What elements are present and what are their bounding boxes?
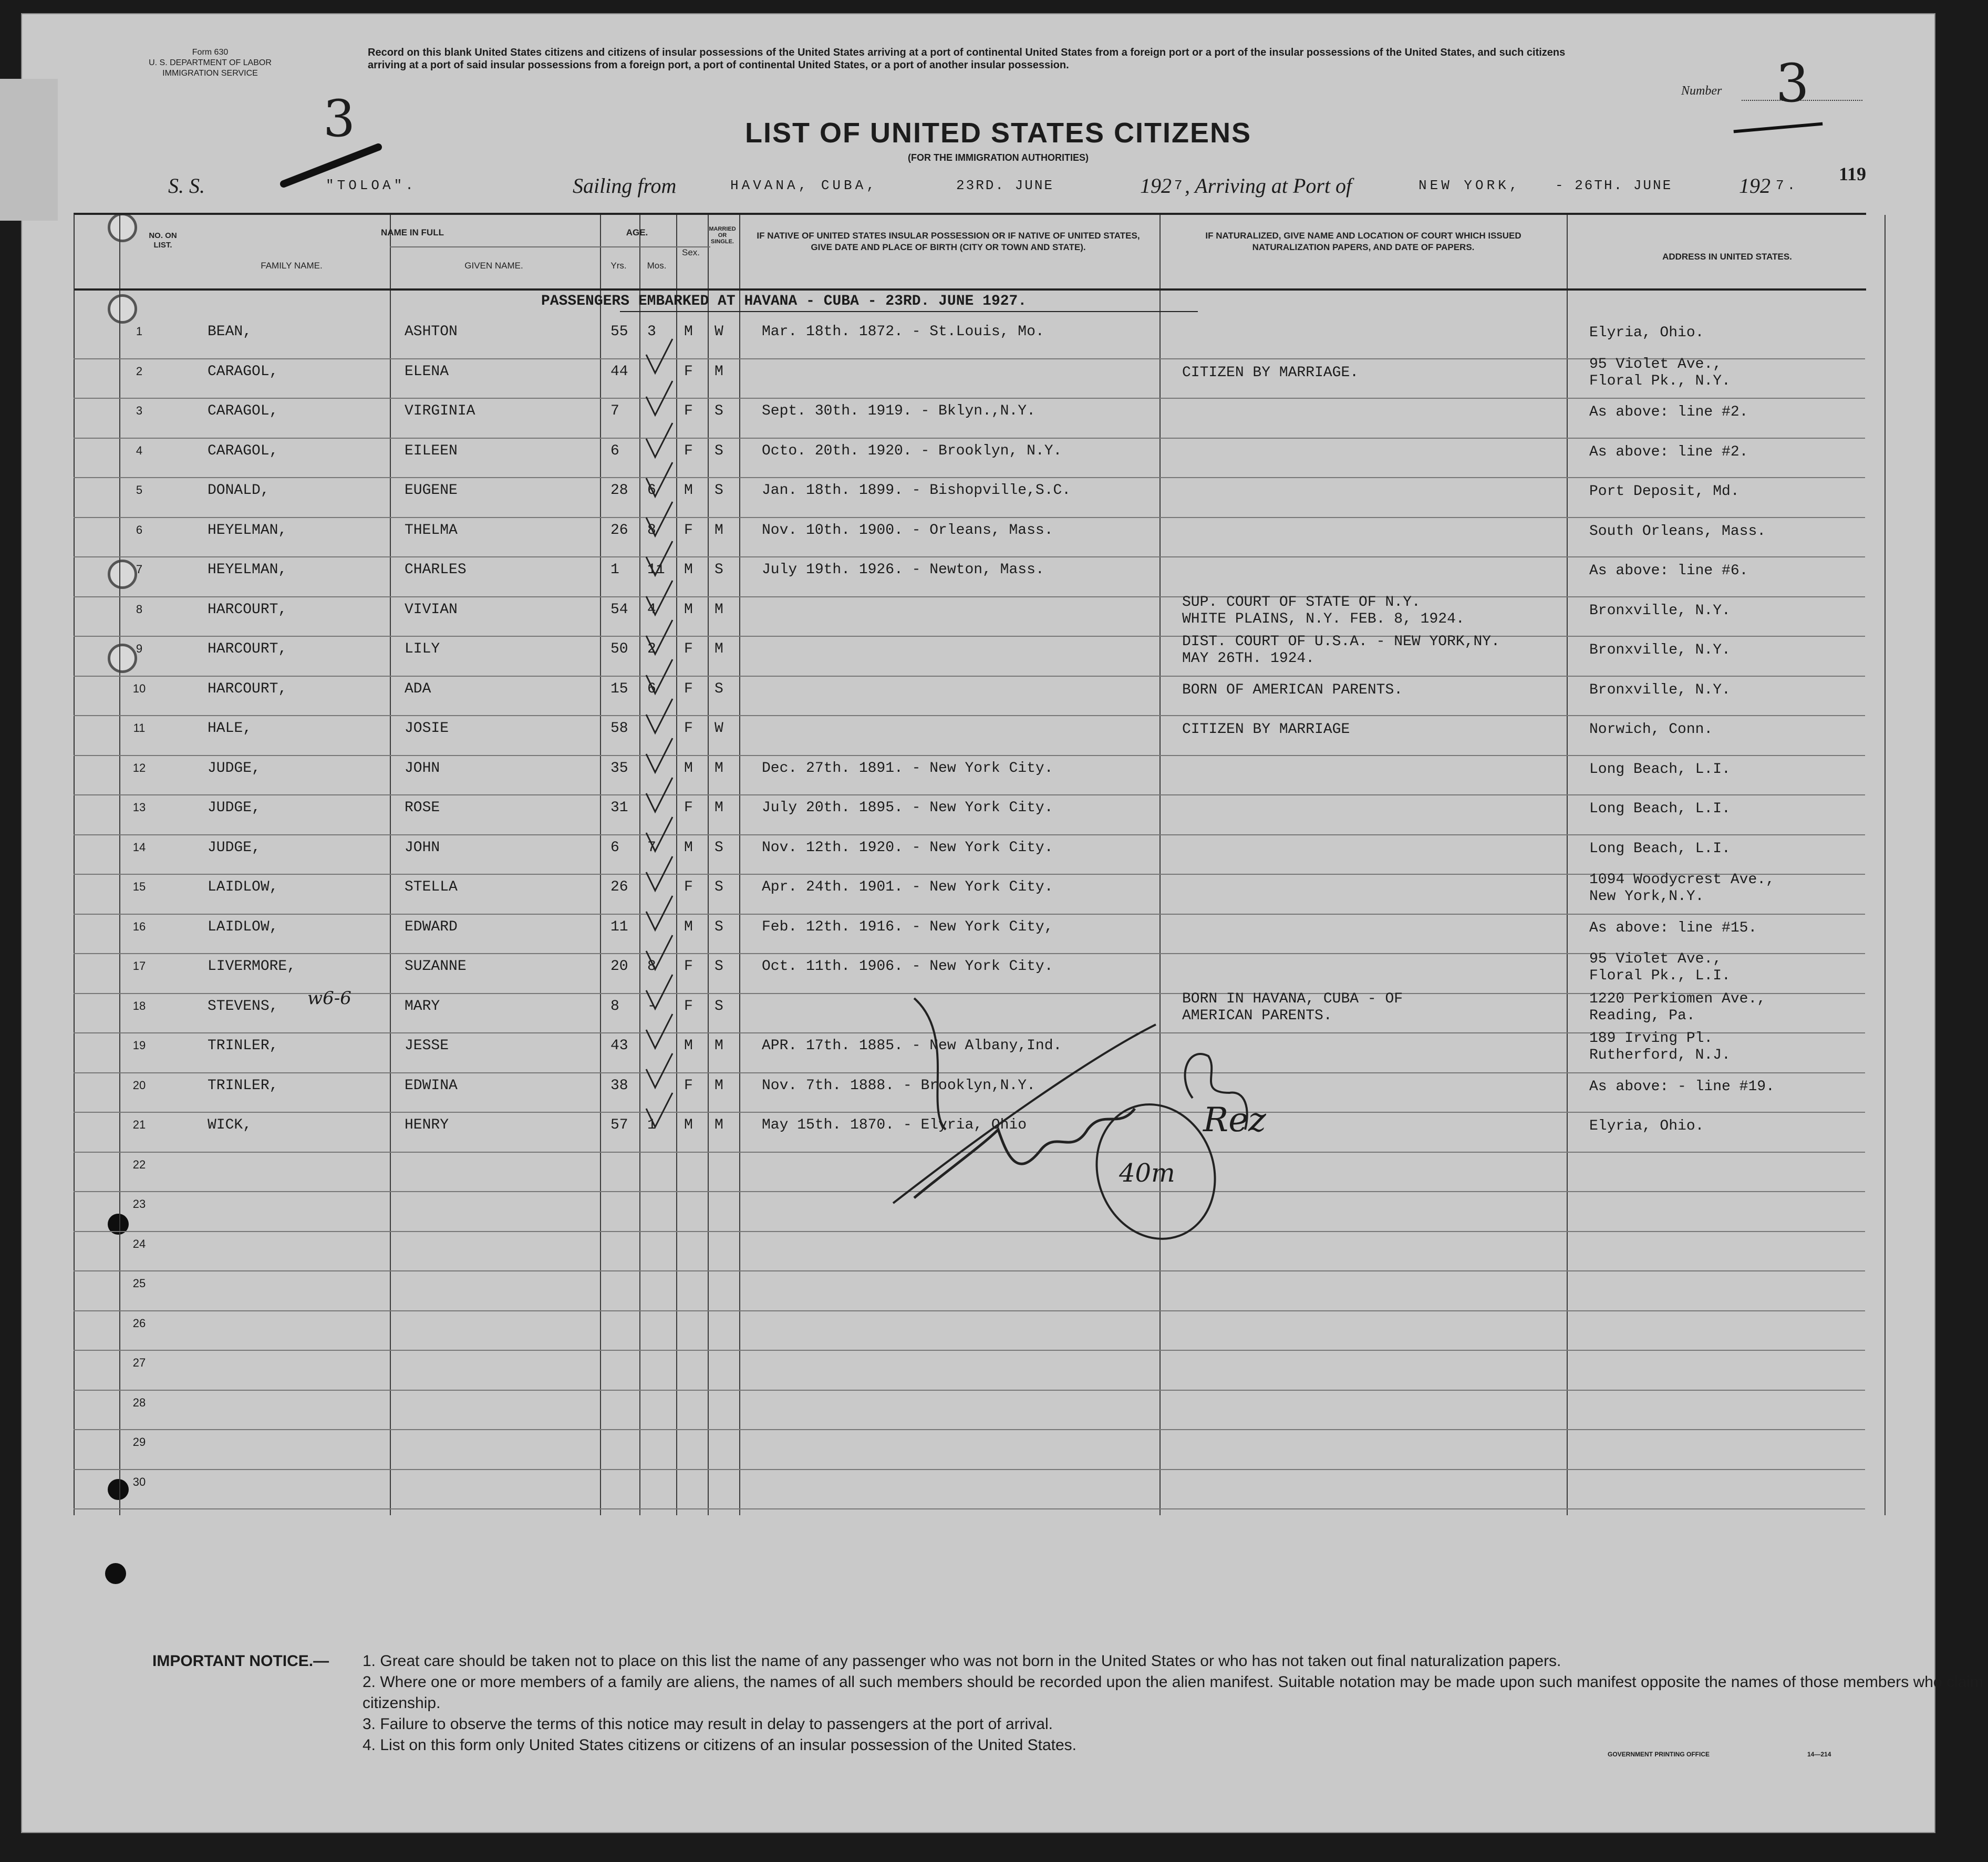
row-number: 1 xyxy=(136,325,143,338)
table-row xyxy=(0,679,1923,718)
table-row xyxy=(0,401,1923,440)
family-name: WICK, xyxy=(208,1117,252,1133)
tick-marks-column xyxy=(644,334,675,1137)
given-name: JESSE xyxy=(405,1038,449,1054)
embark-underline xyxy=(620,311,1198,312)
sex: F xyxy=(684,879,693,895)
row-rule xyxy=(74,636,1865,637)
row-number: 10 xyxy=(132,681,146,695)
age-months: 3 xyxy=(647,324,656,340)
birth-info: July 19th. 1926. - Newton, Mass. xyxy=(762,562,1044,578)
marital-status: S xyxy=(715,442,723,459)
age-years: 15 xyxy=(610,680,628,697)
sex: F xyxy=(684,442,693,459)
sex: F xyxy=(684,680,693,697)
address-line-2: Floral Pk., L.I. xyxy=(1589,968,1731,984)
marital-status: M xyxy=(715,1077,723,1094)
marital-status: M xyxy=(715,1038,723,1054)
age-years: 50 xyxy=(610,641,628,657)
list-title: LIST OF UNITED STATES CITIZENS xyxy=(745,117,1251,149)
sex: F xyxy=(684,641,693,657)
row-number: 6 xyxy=(136,523,143,536)
row-number: 25 xyxy=(132,1277,146,1290)
sex: F xyxy=(684,1077,693,1094)
sex: M xyxy=(684,918,693,935)
naturalization-line-2: AMERICAN PARENTS. xyxy=(1182,1007,1332,1024)
birth-info: Nov. 7th. 1888. - Brooklyn,N.Y. xyxy=(762,1077,1036,1094)
row-rule xyxy=(74,1469,1865,1470)
sex: F xyxy=(684,363,693,380)
given-name: VIRGINIA xyxy=(405,403,475,419)
table-row xyxy=(0,594,1923,639)
list-subtitle: (FOR THE IMMIGRATION AUTHORITIES) xyxy=(908,152,1089,163)
family-name: LIVERMORE, xyxy=(208,958,296,975)
address-line-2: Floral Pk., N.Y. xyxy=(1589,373,1731,389)
naturalization-line-1: BORN OF AMERICAN PARENTS. xyxy=(1182,681,1403,698)
marital-status: S xyxy=(715,879,723,895)
embark-note: PASSENGERS EMBARKED AT HAVANA - CUBA - 23RD. JUNE 1927. xyxy=(541,293,1027,309)
family-name: JUDGE, xyxy=(208,760,261,777)
row-number: 23 xyxy=(132,1197,146,1211)
marital-status: S xyxy=(715,839,723,856)
birth-info: Octo. 20th. 1920. - Brooklyn, N.Y. xyxy=(762,442,1062,459)
circled-annotation: 40m xyxy=(1119,1158,1175,1188)
sex: F xyxy=(684,958,693,975)
age-months: 8 xyxy=(647,522,656,539)
sex: M xyxy=(684,324,693,340)
naturalization-line-1: CITIZEN BY MARRIAGE. xyxy=(1182,364,1359,381)
birth-info: Feb. 12th. 1916. - New York City, xyxy=(762,918,1053,935)
notice-item-4: 4. List on this form only United States citizens or citizens of an insular possession of the United States. xyxy=(363,1736,1077,1754)
age-years: 26 xyxy=(610,522,628,539)
age-years: 35 xyxy=(610,760,628,777)
address-line-1: Bronxville, N.Y. xyxy=(1589,642,1731,658)
birth-info: Jan. 18th. 1899. - Bishopville,S.C. xyxy=(762,482,1071,499)
row-rule xyxy=(74,1390,1865,1391)
sailing-year-digit: 7 xyxy=(1174,178,1186,193)
address-line-1: Bronxville, N.Y. xyxy=(1589,602,1731,619)
header-sex: Sex. xyxy=(681,247,700,257)
row-number: 15 xyxy=(132,880,146,893)
given-name: ASHTON xyxy=(405,324,458,340)
sex: F xyxy=(684,522,693,539)
row-number: 28 xyxy=(132,1395,146,1409)
given-name: EDWARD xyxy=(405,918,458,935)
service-name: IMMIGRATION SERVICE xyxy=(162,69,258,78)
address-line-1: As above: line #15. xyxy=(1589,919,1757,936)
address-line-1: As above: line #2. xyxy=(1589,443,1748,460)
age-months: - xyxy=(647,998,656,1015)
marital-status: M xyxy=(715,601,723,618)
row-number: 11 xyxy=(133,721,146,735)
family-name: LAIDLOW, xyxy=(208,879,278,895)
address-line-1: 1094 Woodycrest Ave., xyxy=(1589,872,1775,888)
marital-status: M xyxy=(715,522,723,539)
sex: M xyxy=(684,1038,693,1054)
arriving-label: , Arriving at Port of xyxy=(1185,174,1352,198)
table-row xyxy=(0,1432,1923,1472)
row-number: 21 xyxy=(132,1118,146,1131)
row-rule xyxy=(74,1350,1865,1351)
marital-status: W xyxy=(715,324,723,340)
row-number: 18 xyxy=(132,999,146,1012)
voyage-line xyxy=(152,173,1886,200)
naturalization-line-1: SUP. COURT OF STATE OF N.Y. xyxy=(1182,594,1421,611)
table-row xyxy=(0,441,1923,480)
sex: F xyxy=(684,998,693,1015)
header-given-name: GIVEN NAME. xyxy=(464,261,523,271)
given-name: HENRY xyxy=(405,1117,449,1133)
naturalization-line-1: CITIZEN BY MARRIAGE xyxy=(1182,721,1350,738)
birth-info: July 20th. 1895. - New York City. xyxy=(762,800,1053,816)
given-name: ADA xyxy=(405,680,431,697)
address-line-1: Long Beach, L.I. xyxy=(1589,840,1731,857)
header-subdivider xyxy=(390,246,710,247)
address-line-1: 95 Violet Ave., xyxy=(1589,356,1722,373)
age-years: 6 xyxy=(610,442,619,459)
given-name: SUZANNE xyxy=(405,958,467,975)
family-name: CARAGOL, xyxy=(208,403,278,419)
sailing-date: 23RD. JUNE xyxy=(956,178,1054,193)
sex: F xyxy=(684,403,693,419)
row-number: 27 xyxy=(132,1356,146,1369)
address-line-1: Norwich, Conn. xyxy=(1589,721,1713,738)
row-rule xyxy=(74,676,1865,677)
given-name: JOHN xyxy=(405,839,440,856)
row-rule xyxy=(74,794,1865,795)
birth-info: Sept. 30th. 1919. - Bklyn.,N.Y. xyxy=(762,403,1036,419)
birth-info: APR. 17th. 1885. - New Albany,Ind. xyxy=(762,1038,1062,1054)
row-rule xyxy=(74,556,1865,557)
family-name: HALE, xyxy=(208,720,252,737)
marital-status: M xyxy=(715,800,723,816)
row-number: 12 xyxy=(132,761,146,774)
arriving-year-digit: 7. xyxy=(1776,178,1799,193)
age-years: 8 xyxy=(610,998,619,1015)
age-months: 8 xyxy=(647,958,656,975)
naturalization-line-1: DIST. COURT OF U.S.A. - NEW YORK,NY. xyxy=(1182,634,1500,650)
record-instructions: Record on this blank United States citizens and citizens of insular possessions of the United States arriving at a port of continental United States from a foreign port or a port of the insular possessions of the United States, and such citizens arriving at a port of said insular possessions from a foreign port, a port of continental United States, or a port of another insular possession. xyxy=(368,47,1566,71)
given-name: ROSE xyxy=(405,800,440,816)
row-number: 26 xyxy=(132,1316,146,1330)
left-margin-strip xyxy=(0,79,58,221)
row-rule xyxy=(74,834,1865,835)
row-rule xyxy=(74,1270,1865,1271)
department-name: U. S. DEPARTMENT OF LABOR xyxy=(149,58,272,67)
row-rule xyxy=(74,715,1865,716)
header-mos: Mos. xyxy=(647,261,667,271)
family-name: JUDGE, xyxy=(208,800,261,816)
number-label: Number xyxy=(1681,84,1722,98)
margin-number: 3 xyxy=(323,89,356,148)
marital-status: M xyxy=(715,641,723,657)
age-months: 4 xyxy=(647,601,656,618)
table-row xyxy=(0,1353,1923,1392)
arriving-date: - 26TH. JUNE xyxy=(1555,178,1673,193)
age-years: 55 xyxy=(610,324,628,340)
important-notice xyxy=(152,1651,1983,1766)
birth-info: Oct. 11th. 1906. - New York City. xyxy=(762,958,1053,975)
row-rule xyxy=(74,1508,1865,1509)
marital-status: S xyxy=(715,482,723,499)
row-number: 3 xyxy=(136,404,143,417)
address-line-1: Port Deposit, Md. xyxy=(1589,483,1739,500)
birth-info: Nov. 12th. 1920. - New York City. xyxy=(762,839,1053,856)
age-years: 38 xyxy=(610,1077,628,1094)
family-name: STEVENS, xyxy=(208,998,278,1015)
header-address: ADDRESS IN UNITED STATES. xyxy=(1662,252,1792,262)
header-birth: IF NATIVE OF UNITED STATES INSULAR POSSESSION OR IF NATIVE OF UNITED STATES, GIVE DATE AND PLACE OF BIRTH (CITY OR TOWN AND STATE). xyxy=(757,231,1140,252)
given-name: JOSIE xyxy=(405,720,449,737)
form-number: Form 630 xyxy=(192,48,229,57)
sailing-year-prefix: 192 xyxy=(1140,174,1172,198)
row-number: 30 xyxy=(132,1475,146,1488)
address-line-2: Rutherford, N.J. xyxy=(1589,1047,1731,1063)
table-row xyxy=(0,837,1923,877)
given-name: LILY xyxy=(405,641,440,657)
age-months: 6 xyxy=(647,680,656,697)
row-rule xyxy=(74,517,1865,518)
row-rule xyxy=(74,1429,1865,1430)
age-months: 1 xyxy=(647,1117,656,1133)
sex: M xyxy=(684,760,693,777)
row-rule xyxy=(74,755,1865,756)
form-code: 14—214 xyxy=(1807,1751,1831,1758)
family-name: JUDGE, xyxy=(208,839,261,856)
sex: M xyxy=(684,482,693,499)
sex: M xyxy=(684,562,693,578)
ship-name: "TOLOA". xyxy=(326,178,417,193)
table-row xyxy=(0,322,1923,361)
age-years: 44 xyxy=(610,363,628,380)
address-line-1: As above: line #2. xyxy=(1589,404,1748,420)
address-line-1: Bronxville, N.Y. xyxy=(1589,681,1731,698)
row-number: 19 xyxy=(132,1039,146,1052)
table-row xyxy=(0,718,1923,758)
sex: F xyxy=(684,800,693,816)
address-line-1: Long Beach, L.I. xyxy=(1589,761,1731,778)
marital-status: M xyxy=(715,1117,723,1133)
birth-info: May 15th. 1870. - Elyria, Ohio xyxy=(762,1117,1027,1133)
sailing-label: Sailing from xyxy=(573,174,677,198)
age-years: 1 xyxy=(610,562,619,578)
address-line-1: Elyria, Ohio. xyxy=(1589,325,1704,341)
row-number: 5 xyxy=(136,483,143,496)
address-line-1: As above: line #6. xyxy=(1589,563,1748,579)
notice-item-3: 3. Failure to observe the terms of this notice may result in delay to passengers at the port of arrival. xyxy=(363,1715,1053,1733)
marital-status: S xyxy=(715,958,723,975)
age-years: 6 xyxy=(610,839,619,856)
address-line-1: 95 Violet Ave., xyxy=(1589,951,1722,967)
address-line-1: Long Beach, L.I. xyxy=(1589,801,1731,817)
header-bottom-rule xyxy=(75,288,1866,291)
table-row xyxy=(0,917,1923,956)
address-line-1: 1220 Perkiomen Ave., xyxy=(1589,990,1766,1007)
sex: M xyxy=(684,1117,693,1133)
table-row xyxy=(0,1274,1923,1313)
table-row xyxy=(0,480,1923,520)
age-years: 31 xyxy=(610,800,628,816)
row-number: 7 xyxy=(136,563,143,576)
notice-item-1: 1. Great care should be taken not to place on this list the name of any passenger who was not born in the United States or who has not taken out final naturalization papers. xyxy=(363,1652,1561,1670)
row-number: 4 xyxy=(136,443,143,457)
given-name: MARY xyxy=(405,998,440,1015)
table-row xyxy=(0,1393,1923,1432)
address-line-1: 189 Irving Pl. xyxy=(1589,1030,1713,1047)
marital-status: S xyxy=(715,403,723,419)
birth-info: Mar. 18th. 1872. - St.Louis, Mo. xyxy=(762,324,1044,340)
naturalization-line-2: WHITE PLAINS, N.Y. FEB. 8, 1924. xyxy=(1182,611,1465,627)
row-number: 22 xyxy=(132,1157,146,1171)
marital-status: S xyxy=(715,998,723,1015)
row-number: 16 xyxy=(132,919,146,933)
family-name: TRINLER, xyxy=(208,1077,278,1094)
header-age: AGE. xyxy=(626,227,648,237)
row-number: 17 xyxy=(132,959,146,973)
table-row xyxy=(0,798,1923,837)
age-years: 26 xyxy=(610,879,628,895)
table-row xyxy=(0,872,1923,916)
address-line-2: Reading, Pa. xyxy=(1589,1007,1695,1024)
family-name: HEYELMAN, xyxy=(208,562,287,578)
given-name: CHARLES xyxy=(405,562,467,578)
row-rule xyxy=(74,438,1865,439)
marital-status: W xyxy=(715,720,723,737)
arriving-port: NEW YORK, xyxy=(1418,178,1521,193)
family-name: CARAGOL, xyxy=(208,442,278,459)
family-name: HARCOURT, xyxy=(208,680,287,697)
ss-label: S. S. xyxy=(168,174,205,198)
page-number: 119 xyxy=(1839,163,1867,184)
header-naturalized: IF NATURALIZED, GIVE NAME AND LOCATION OF COURT WHICH ISSUED NATURALIZATION PAPERS, AND DATE OF PAPERS. xyxy=(1205,231,1521,252)
age-years: 20 xyxy=(610,958,628,975)
arriving-year-prefix: 192 xyxy=(1739,174,1770,198)
row-rule xyxy=(74,477,1865,478)
row-number: 2 xyxy=(136,364,143,378)
address-line-2: New York,N.Y. xyxy=(1589,888,1704,905)
given-name: THELMA xyxy=(405,522,458,539)
marital-status: S xyxy=(715,562,723,578)
table-row xyxy=(0,634,1923,678)
family-name: HARCOURT, xyxy=(208,641,287,657)
birth-info: Apr. 24th. 1901. - New York City. xyxy=(762,879,1053,895)
given-name: VIVIAN xyxy=(405,601,458,618)
family-name: TRINLER, xyxy=(208,1038,278,1054)
row-number: 14 xyxy=(132,840,146,854)
row-number: 24 xyxy=(132,1237,146,1250)
form-identifier xyxy=(131,47,289,79)
header-no: NO. ON LIST. xyxy=(149,231,177,250)
age-months: 7 xyxy=(647,839,656,856)
family-name: HEYELMAN, xyxy=(208,522,287,539)
sex: M xyxy=(684,839,693,856)
age-years: 58 xyxy=(610,720,628,737)
family-name: CARAGOL, xyxy=(208,363,278,380)
given-name: STELLA xyxy=(405,879,458,895)
age-years: 43 xyxy=(610,1038,628,1054)
row-rule xyxy=(74,596,1865,597)
family-name: LAIDLOW, xyxy=(208,918,278,935)
binder-hole xyxy=(105,1563,126,1584)
sailing-from: HAVANA, CUBA, xyxy=(730,178,878,193)
age-years: 57 xyxy=(610,1117,628,1133)
row-number: 29 xyxy=(132,1435,146,1449)
table-row xyxy=(0,1313,1923,1353)
header-married: MARRIED OR SINGLE. xyxy=(709,226,736,245)
sex: M xyxy=(684,601,693,618)
row-rule xyxy=(74,1310,1865,1311)
notice-item-2: 2. Where one or more members of a family are aliens, the names of all such members should be recorded upon the alien manifest. Suitable notation may be made upon such manifest opposite the names of those members who claim citizenship. xyxy=(363,1673,1983,1712)
family-name: DONALD, xyxy=(208,482,270,499)
naturalization-line-1: BORN IN HAVANA, CUBA - OF xyxy=(1182,990,1403,1007)
row-number: 20 xyxy=(132,1078,146,1092)
age-months: 6 xyxy=(647,482,656,499)
notice-heading: IMPORTANT NOTICE.— xyxy=(152,1652,329,1670)
table-row xyxy=(0,560,1923,599)
row-number: 9 xyxy=(136,642,143,655)
address-line-1: As above: - line #19. xyxy=(1589,1078,1775,1095)
age-months: 11 xyxy=(647,562,665,578)
address-line-1: Elyria, Ohio. xyxy=(1589,1118,1704,1134)
marital-status: M xyxy=(715,760,723,777)
marital-status: S xyxy=(715,680,723,697)
given-name: JOHN xyxy=(405,760,440,777)
age-months: 2 xyxy=(647,641,656,657)
naturalization-line-2: MAY 26TH. 1924. xyxy=(1182,650,1315,667)
age-years: 11 xyxy=(610,918,628,935)
given-name: EILEEN xyxy=(405,442,458,459)
number-value: 3 xyxy=(1776,53,1809,114)
given-name: EDWINA xyxy=(405,1077,458,1094)
printer-imprint: GOVERNMENT PRINTING OFFICE xyxy=(1608,1751,1710,1758)
row-number: 13 xyxy=(132,801,146,814)
age-years: 54 xyxy=(610,601,628,618)
initials-annotation: Rez xyxy=(1203,1101,1266,1140)
marital-status: S xyxy=(715,918,723,935)
birth-info: Dec. 27th. 1891. - New York City. xyxy=(762,760,1053,777)
birth-info: Nov. 10th. 1900. - Orleans, Mass. xyxy=(762,522,1053,539)
table-row xyxy=(0,1472,1923,1512)
table-row xyxy=(0,356,1923,401)
row-rule xyxy=(74,914,1865,915)
address-line-1: South Orleans, Mass. xyxy=(1589,523,1766,540)
stevens-annotation: w6-6 xyxy=(307,988,351,1009)
given-name: ELENA xyxy=(405,363,449,380)
row-number: 8 xyxy=(136,602,143,616)
family-name: BEAN, xyxy=(208,324,252,340)
header-name-in-full: NAME IN FULL xyxy=(381,227,444,237)
table-row xyxy=(0,520,1923,560)
sex: F xyxy=(684,720,693,737)
given-name: EUGENE xyxy=(405,482,458,499)
row-rule xyxy=(74,398,1865,399)
header-yrs: Yrs. xyxy=(610,261,627,271)
header-family-name: FAMILY NAME. xyxy=(261,261,323,271)
table-row xyxy=(0,758,1923,798)
age-years: 28 xyxy=(610,482,628,499)
marital-status: M xyxy=(715,363,723,380)
age-years: 7 xyxy=(610,403,619,419)
family-name: HARCOURT, xyxy=(208,601,287,618)
